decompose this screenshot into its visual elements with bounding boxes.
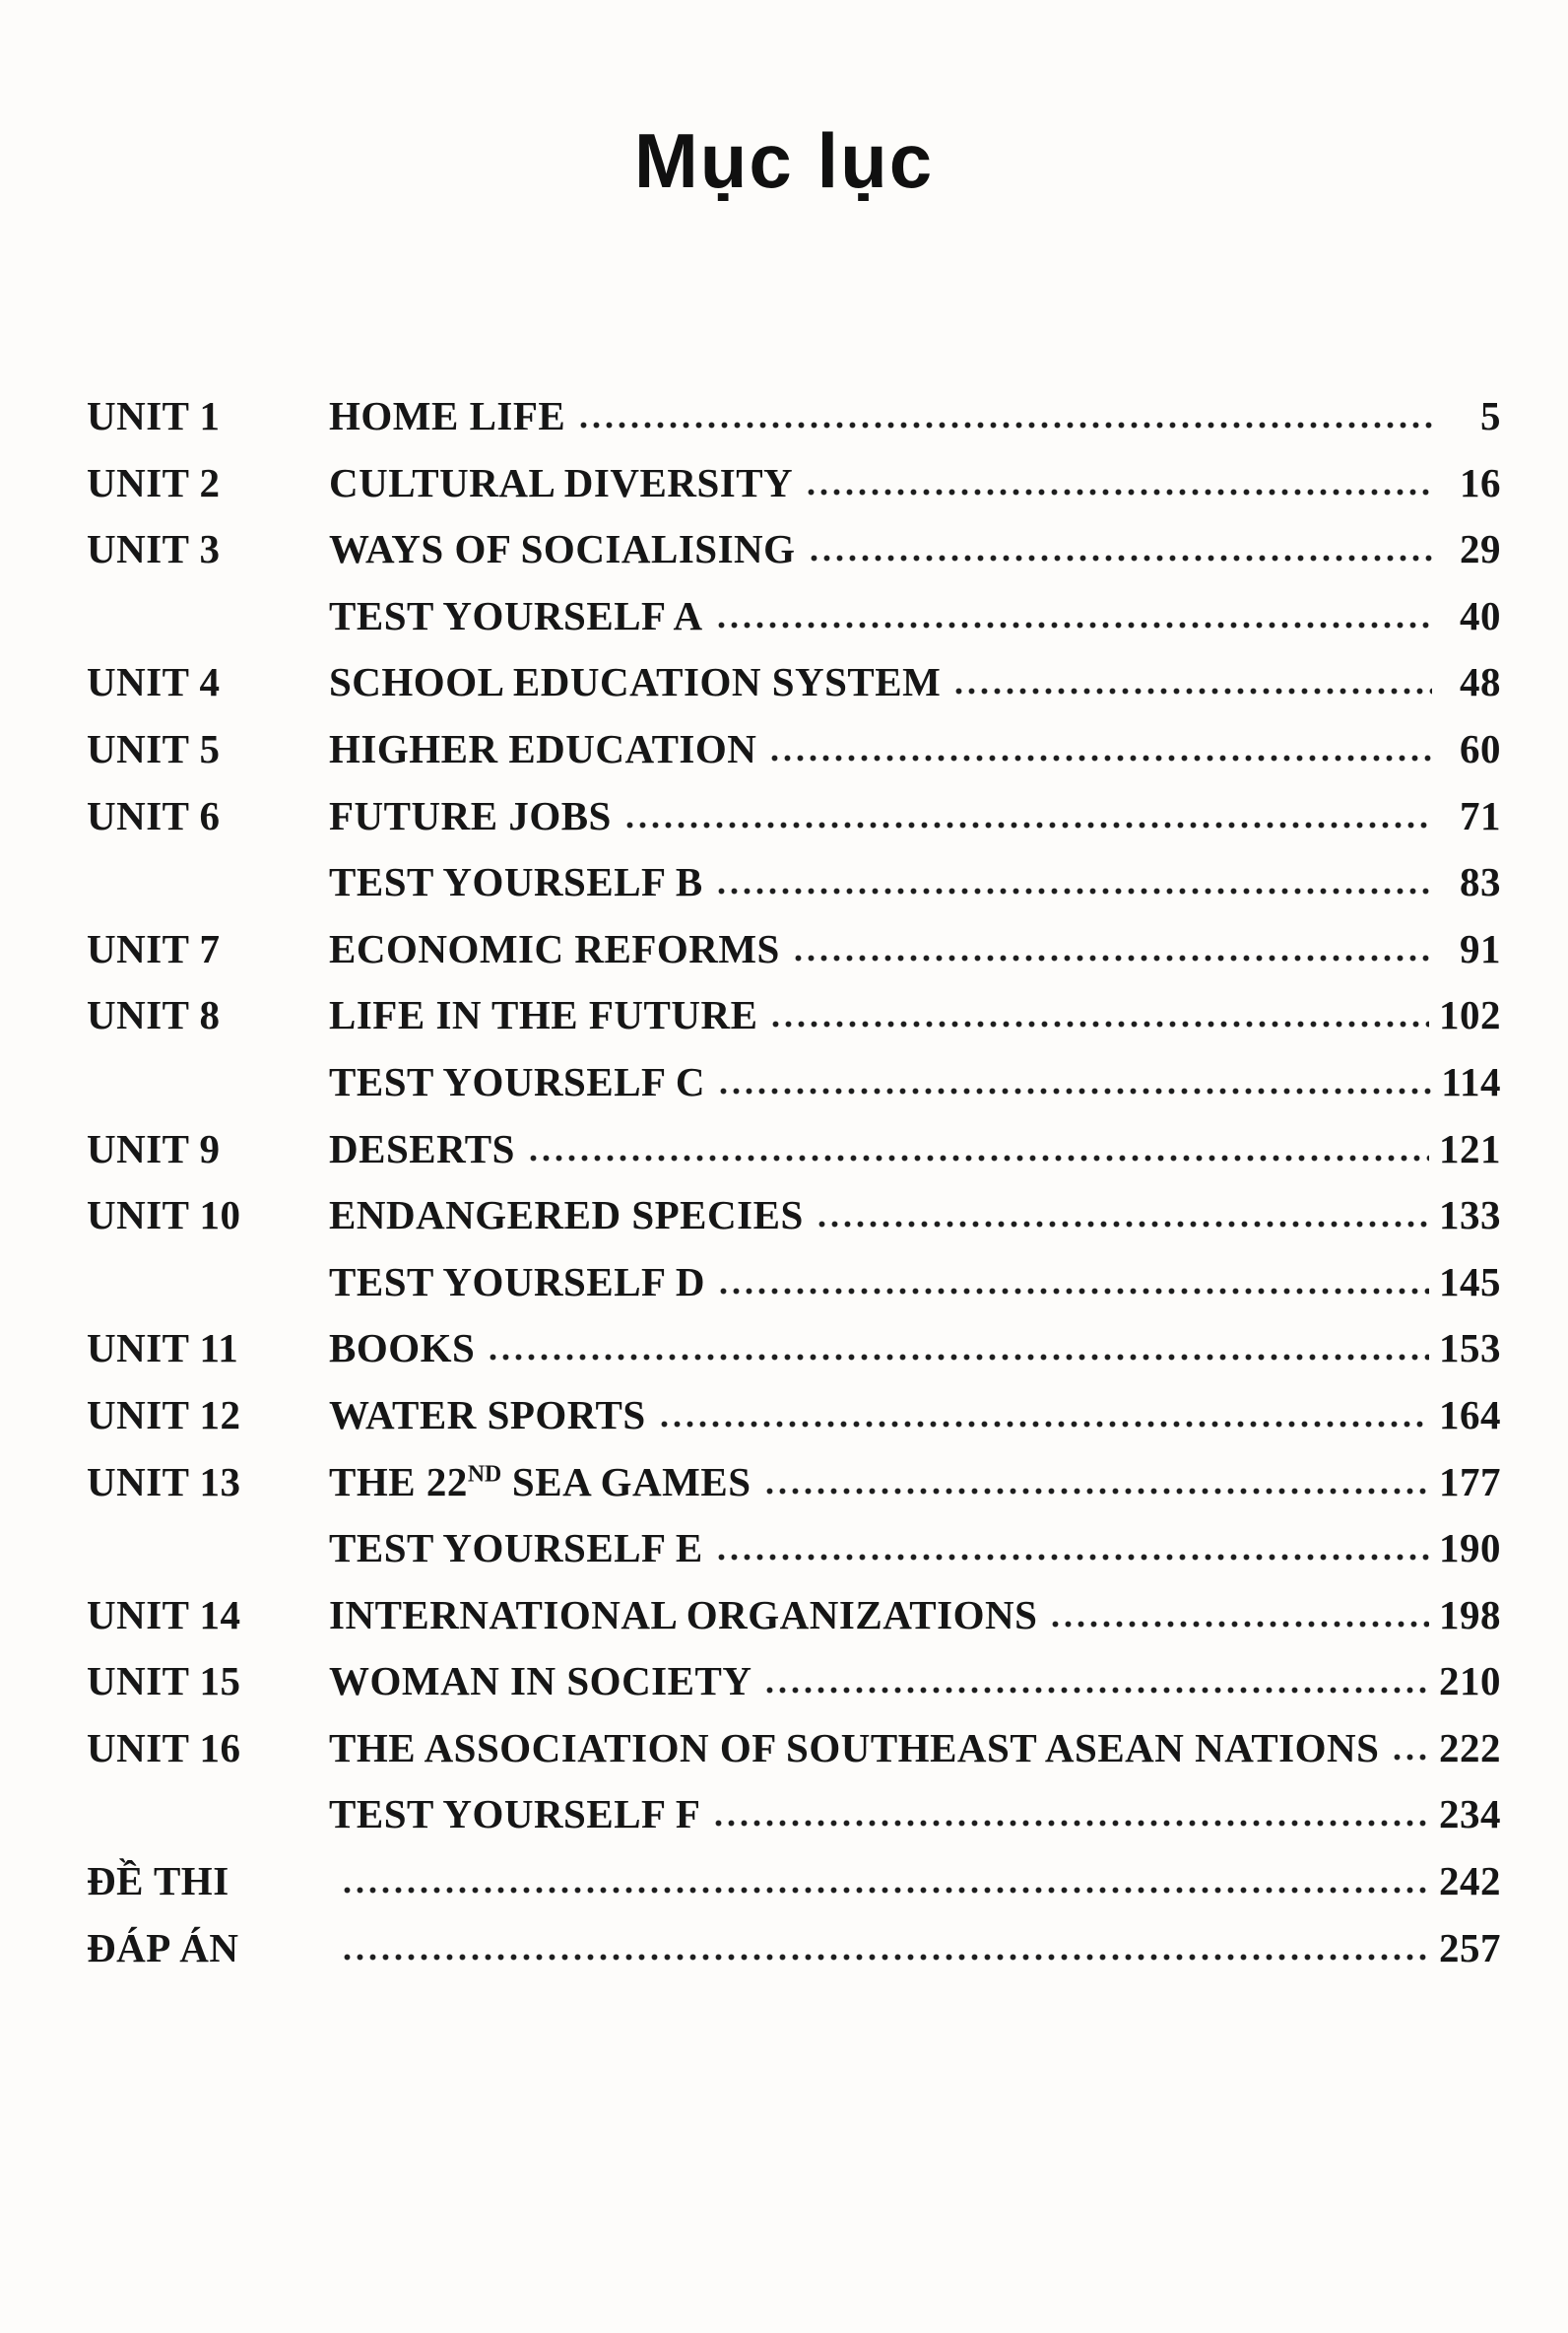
dot-leader [769,999,1429,1029]
toc-entry-title-text: THE 22 [329,1458,468,1504]
dot-leader [805,467,1432,497]
toc-entry [87,991,1501,1058]
dot-leader [341,1932,1429,1962]
dot-leader [952,666,1432,696]
dot-leader [1049,1599,1429,1629]
toc-entry [87,658,1501,725]
toc-entry-title [329,459,793,506]
toc-entry-label: ĐỀ THI [87,1858,229,1904]
toc-entry-page: 91 [1460,925,1501,971]
toc-entry-title-text: FUTURE JOBS [329,792,612,838]
toc-entry-page: 83 [1460,859,1501,905]
toc-entry-page: 164 [1439,1391,1501,1437]
dot-leader [763,1665,1429,1695]
toc-entry [87,1591,1501,1658]
toc-entry [87,1258,1501,1325]
toc-entry-label: UNIT 5 [87,725,221,771]
toc-entry [87,1857,1501,1924]
toc-list [87,392,1501,1990]
toc-entry [87,792,1501,859]
toc-entry-title [329,1724,1379,1771]
toc-entry-label: UNIT 13 [87,1458,241,1504]
toc-entry-title [329,1790,700,1837]
dot-leader [763,1466,1429,1496]
toc-entry-label: UNIT 1 [87,393,221,438]
toc-entry-page: 29 [1460,526,1501,572]
toc-entry-label: UNIT 4 [87,659,221,705]
toc-entry-title-text: TEST YOURSELF E [329,1525,703,1571]
toc-entry [87,592,1501,659]
toc-entry-title-text: THE ASSOCIATION OF SOUTHEAST ASEAN NATIONS [329,1724,1380,1770]
dot-leader [577,400,1432,430]
toc-entry [87,1524,1501,1591]
toc-entry-title [329,392,565,439]
toc-entry-title-text: DESERTS [329,1125,515,1171]
toc-entry-label: ĐÁP ÁN [87,1924,239,1970]
toc-entry-page: 102 [1439,992,1501,1038]
toc-entry-title-text: BOOKS [329,1325,476,1371]
toc-entry-page: 153 [1439,1325,1501,1371]
toc-entry-page: 190 [1439,1525,1501,1571]
dot-leader [341,1865,1429,1895]
toc-entry [87,1391,1501,1458]
dot-leader [715,600,1432,630]
toc-entry-title [329,1391,646,1438]
toc-entry-label: UNIT 6 [87,792,221,838]
dot-leader [1391,1732,1429,1762]
toc-entry [87,1790,1501,1857]
toc-entry [87,858,1501,925]
toc-entry-title [329,1591,1037,1638]
toc-entry-title-text: WAYS OF SOCIALISING [329,526,796,572]
toc-entry-title [329,1524,703,1571]
toc-entry [87,1324,1501,1391]
dot-leader [792,933,1432,963]
toc-entry-title-text: TEST YOURSELF C [329,1058,705,1104]
toc-entry-label: UNIT 10 [87,1192,241,1238]
toc-entry-page: 257 [1439,1924,1501,1970]
toc-entry-page: 198 [1439,1591,1501,1637]
toc-entry-title [329,1324,475,1371]
toc-entry-title-superscript: ND [467,1460,502,1487]
toc-entry [87,1191,1501,1258]
toc-entry-title-text: ENDANGERED SPECIES [329,1192,804,1238]
toc-entry-title-text: WATER SPORTS [329,1391,646,1437]
toc-entry-title [329,1657,751,1704]
toc-entry-label: UNIT 7 [87,925,221,971]
toc-entry-title-text: SCHOOL EDUCATION SYSTEM [329,659,942,705]
toc-entry-title-text: CULTURAL DIVERSITY [329,459,794,505]
toc-entry-page: 5 [1480,393,1501,438]
toc-entry-title-text: INTERNATIONAL ORGANIZATIONS [329,1591,1038,1637]
dot-leader [487,1332,1429,1362]
toc-entry-label: UNIT 11 [87,1325,239,1371]
toc-entry-title-text: LIFE IN THE FUTURE [329,992,758,1038]
dot-leader [712,1798,1429,1828]
toc-entry-page: 114 [1441,1058,1501,1104]
toc-entry-title-text: TEST YOURSELF D [329,1258,705,1304]
toc-entry-label: UNIT 12 [87,1391,241,1437]
toc-entry-label: UNIT 9 [87,1125,221,1171]
toc-entry-label: UNIT 15 [87,1658,241,1704]
toc-entry-title-text: TEST YOURSELF A [329,592,703,638]
dot-leader [623,800,1432,830]
toc-entry-label: UNIT 16 [87,1724,241,1770]
toc-entry-title [329,1458,751,1505]
toc-entry [87,925,1501,992]
toc-entry-page: 16 [1460,459,1501,505]
toc-entry [87,392,1501,459]
toc-entry [87,1058,1501,1125]
dot-leader [715,866,1432,896]
toc-entry-label: UNIT 14 [87,1591,241,1637]
toc-entry-title [329,1125,515,1172]
toc-entry-title-text: HIGHER EDUCATION [329,725,757,771]
toc-entry-title-text: TEST YOURSELF B [329,859,703,905]
toc-entry [87,1724,1501,1791]
toc-entry-title-text: HOME LIFE [329,393,566,438]
toc-entry-page: 234 [1439,1791,1501,1837]
dot-leader [717,1066,1431,1096]
toc-entry-page: 40 [1460,592,1501,638]
toc-entry-title [329,858,703,905]
toc-entry-title [329,792,612,839]
toc-entry-page: 71 [1460,792,1501,838]
dot-leader [715,1532,1429,1562]
toc-entry-page: 48 [1460,659,1501,705]
dot-leader [768,733,1432,763]
toc-entry-title-text: ECONOMIC REFORMS [329,925,780,971]
toc-entry [87,459,1501,526]
toc-entry [87,1657,1501,1724]
toc-entry-label: UNIT 8 [87,992,221,1038]
toc-entry-title [329,1191,804,1238]
toc-entry-title [329,525,796,572]
dot-leader [527,1133,1429,1163]
toc-entry-page: 133 [1439,1192,1501,1238]
dot-leader [717,1266,1429,1296]
toc-entry [87,525,1501,592]
toc-entry-title [329,592,703,639]
toc-entry-page: 222 [1439,1724,1501,1770]
toc-entry-title [329,991,757,1038]
toc-entry-page: 145 [1439,1258,1501,1304]
dot-leader [808,533,1432,563]
toc-entry-title [329,658,941,705]
toc-entry [87,1458,1501,1525]
toc-entry-title [329,1058,705,1105]
toc-entry [87,725,1501,792]
toc-entry-page: 177 [1439,1458,1501,1504]
toc-entry-label: UNIT 2 [87,459,221,505]
toc-entry [87,1924,1501,1991]
dot-leader [658,1399,1429,1429]
toc-entry-title-text: WOMAN IN SOCIETY [329,1658,752,1704]
toc-entry-page: 210 [1439,1658,1501,1704]
page-title: Mục lục [633,117,935,204]
toc-entry-page: 242 [1439,1858,1501,1904]
dot-leader [816,1199,1429,1229]
toc-entry-page: 60 [1460,725,1501,771]
toc-entry-title-text-2: SEA GAMES [501,1458,751,1504]
toc-entry-title [329,925,780,972]
toc-entry-title-text: TEST YOURSELF F [329,1791,701,1837]
toc-entry-title [329,725,756,772]
toc-entry-label: UNIT 3 [87,526,221,572]
toc-entry [87,1125,1501,1192]
toc-entry-title [329,1258,705,1305]
toc-entry-page: 121 [1439,1125,1501,1171]
